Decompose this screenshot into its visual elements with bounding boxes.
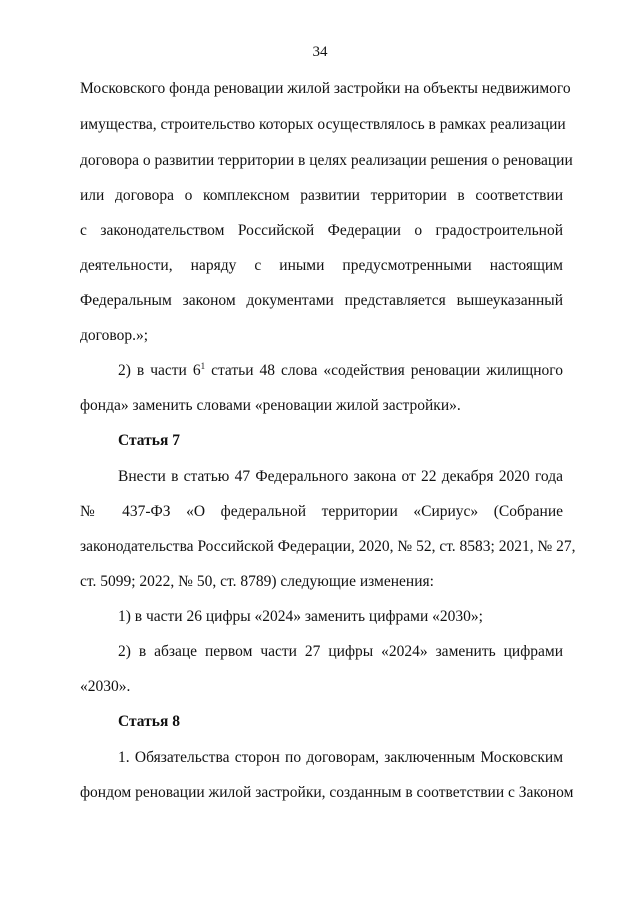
text-line-with-superscript — [118, 361, 563, 381]
text-line: с законодательством Российской Федерации о градостроительной — [80, 222, 563, 239]
text-line: 2) в абзаце первом части 27 цифры «2024» заменить цифрами — [118, 643, 563, 660]
text-line: Федеральным законом документами представляется вышеуказанный — [80, 292, 563, 309]
text-line: «2030». — [80, 678, 131, 695]
text-line: 1. Обязательства сторон по договорам, заключенным Московским — [118, 749, 563, 766]
text-line: 1) в части 26 цифры «2024» заменить цифрами «2030»; — [118, 608, 483, 625]
text-line: фондом реновации жилой застройки, созданным в соответствии с Законом — [80, 784, 574, 801]
text-line: № 437-ФЗ «О федеральной территории «Сириус» (Собрание — [80, 503, 563, 520]
text-line: или договора о комплексном развитии территории в соответствии — [80, 187, 563, 204]
text-line: ст. 5099; 2022, № 50, ст. 8789) следующие изменения: — [80, 573, 434, 590]
article-heading: Статья 8 — [118, 713, 180, 730]
page-number: 34 — [312, 44, 328, 60]
text-line: имущества, строительство которых осуществлялось в рамках реализации — [80, 116, 566, 133]
text-line: договора о развитии территории в целях реализации решения о реновации — [80, 152, 573, 169]
superscript: 1 — [200, 360, 206, 371]
text-line: договор.»; — [80, 327, 149, 344]
text-line: фонда» заменить словами «реновации жилой застройки». — [80, 397, 461, 414]
text-line: деятельности, наряду с иными предусмотренными настоящим — [80, 257, 563, 274]
text-line: Внести в статью 47 Федерального закона от 22 декабря 2020 года — [118, 468, 563, 485]
text-fragment: 2) в части 6 — [118, 362, 201, 379]
article-heading: Статья 7 — [118, 432, 180, 449]
text-fragment: статьи 48 слова «содействия реновации жилищного — [205, 362, 564, 379]
text-line: Московского фонда реновации жилой застройки на объекты недвижимого — [80, 80, 571, 97]
text-line: законодательства Российской Федерации, 2020, № 52, ст. 8583; 2021, № 27, — [80, 538, 576, 555]
